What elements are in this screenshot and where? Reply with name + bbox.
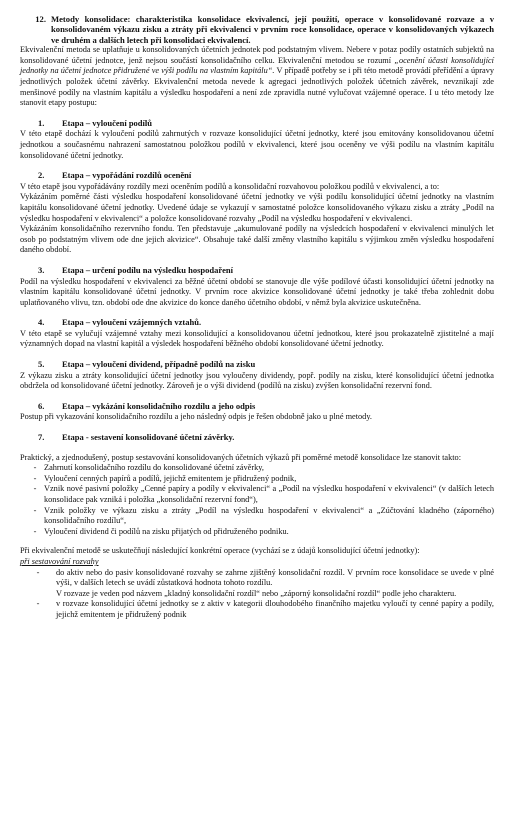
intro-text-rest: V případě potřeby se i při této metodě provádí přeřídění a úpravy jednotlivých položek účetní závěrky. Ekvivalenční metoda nevede k agregaci jednotlivých položek účetních závěrek, nevznikají zde menšinové podíly na vlastním kapitálu a výsledku hospodaření a není zde zpravidla nutné vylučovat vzájemné operace. I u této metody lze stanovit etapy postupu: <box>20 66 494 108</box>
section-text-6: Postup při vykazování konsolidačního rozdílu a jeho následný odpis je řešen obdobně jako u plné metody. <box>20 412 373 422</box>
section-heading-6: 6. Etapa – vykázání konsolidačního rozdílu a jeho odpis <box>38 400 256 411</box>
section-text-5: Z výkazu zisku a ztráty konsolidující účetní jednotky jsou vyloučeny dividendy, popř. podíly na zisku, které konsolidující účetní jednotka obdržela od konsolidované účetní jednotky. Zároveň je o výši dividend (podílů na zisku) zvýšen konsolidační rezervní fond. <box>20 370 494 391</box>
list-item: - Zahrnutí konsolidačního rozdílu do konsolidované účetní závěrky, <box>33 463 264 473</box>
section-heading-7: 7. Etapa - sestavení konsolidované účetní závěrky. <box>38 432 235 443</box>
list-item: - Vyloučení dividend či podílů na zisku přijatých od přidruženého podniku. <box>33 526 289 536</box>
section-heading-2: 2. Etapa – vypořádání rozdílů ocenění <box>38 170 192 181</box>
section-heading-5: 5. Etapa – vyloučení dividend, případně podílů na zisku <box>38 359 256 370</box>
section-text-2: V této etapě jsou vypořádávány rozdíly mezi oceněním podílů a konsolidační rozvahovou položkou podílů v ekvivalenci, a to: Vykázáním poměrné části výsledku hospodaření konsolidované účetní jednotky ve výši podílu konsolidující účetní jednotky na vlastním kapitálu konsolidované účetní jednotky. Uvedené údaje se vykazují v samostatné položce konsolidovaného výkazu zisku a ztráty „Podíl na výsledku hospodaření v ekvivalenci“ a položce konsolidované rozvahy „Podíl na výsledku hospodaření v ekvivalenci. Vykázáním konsolidačního rezervního fondu. Ten představuje „akumulované podíly na výsledcích hospodaření v ekvivalenci minulých let osob po podstatným vlivem ode dne jejich akvizice“. Obsahuje také další změny vlastního kapitálu s výjimkou změn výsledku hospodaření daného období. <box>20 181 494 255</box>
list-item: - do aktiv nebo do pasiv konsolidované rozvahy se zahrne zjištěný konsolidační rozdíl. V prvním roce konsolidace se uvede v plné výši, v dalších letech se uvádí zůstatková hodnota tohoto rozdílu. V rozvaze je veden pod názvem „kladný konsolidační rozdíl“ nebo „záporný konsolidační rozdíl“ podle jeho charakteru. <box>36 567 494 598</box>
section-text-1: V této etapě dochází k vyloučení podílů zahrnutých v rozvaze konsolidující účetní jednotky, které jsou emitovány konsolidovanou účetní jednotkou a současnému nahrazení samostatnou položkou podílů v ekvivalenci, které jsou oceněny ve výši podílu na vlastním kapitálu konsolidované účetní jednotky. <box>20 129 494 160</box>
operations-list <box>20 568 494 621</box>
intro-italic-quote: „ocenění účasti konsolidující jednotky na účetní jednotce přidružené ve výši podílu na vlastním kapitálu“. <box>20 55 494 76</box>
intro-paragraph <box>20 45 494 109</box>
list-item: - Vznik položky ve výkazu zisku a ztráty „Podíl na výsledku hospodaření v ekvivalenci“ a „Zúčtování kladného (záporného) konsolidačního rozdílu“, <box>33 505 494 526</box>
section-heading-3: 3. Etapa – určení podílu na výsledku hospodaření <box>38 264 233 275</box>
document-page <box>20 14 494 621</box>
operations-intro: Při ekvivalenční metodě se uskutečňují následující konkrétní operace (vychází se z údajů konsolidující účetní jednotky): <box>20 546 420 556</box>
chapter-title: Metody konsolidace: charakteristika konsolidace ekvivalencí, její použití, operace v konsolidované rozvaze a v konsolidovaném výkazu zisku a ztráty při ekvivalenci v prvním roce konsolidace, operace v konsolidovaných výkazech ve druhém a dalších letech při konsolidaci ekvivalencí. <box>51 14 494 45</box>
list-item: - v rozvaze konsolidující účetní jednotky se z aktiv v kategorii dlouhodobého finančního majetku vyloučí ty cenné papíry a podíly, jejichž emitentem je přidružený podnik <box>36 599 494 619</box>
section-text-3: Podíl na výsledku hospodaření v ekvivalenci za běžné účetní období se stanovuje dle výše podílové účasti konsolidující účetní jednotky na vlastním kapitálu konsolidované účetní jednotky. V prvním roce akvizice konsolidované účetní jednotky je také třeba zohlednit dobu uplatňovaného vlivu, tzn. období ode dne akvizice do konce daného účetního období, v němž byla akvizice uskutečněna. <box>20 276 494 307</box>
chapter-heading <box>20 14 494 45</box>
list-item: - Vznik nové pasivní položky „Cenné papíry a podíly v ekvivalenci“ a „Podíl na výsledku hospodaření v ekvivalenci“ (v dalších letech konsolidace pak vzniká i položka „konsolidační rezervní fond“), <box>33 484 494 504</box>
operations-subheading: při sestavování rozvahy <box>20 556 99 566</box>
section-heading-1: 1. Etapa – vyloučení podílů <box>38 117 152 128</box>
practical-intro: Praktický, a zjednodušený, postup sestavování konsolidovaných účetních výkazů při poměrné metodě konsolidace lze stanovit takto: <box>20 452 462 462</box>
intro-text: Ekvivalenční metoda se uplatňuje u konsolidovaných účetních jednotek pod podstatným vlivem. Nebere v potaz podíly ostatních subjektů na konsolidované účetní jednotce, jenž nejsou součástí konsolidačního celku. Ekvivalenční metodou se rozumí <box>20 45 494 65</box>
practical-list <box>20 463 494 537</box>
section-heading-4: 4. Etapa – vyloučení vzájemných vztahů. <box>38 317 202 328</box>
chapter-number: 12. <box>35 14 46 24</box>
list-item: - Vyloučení cenných papírů a podílů, jejichž emitentem je přidružený podnik, <box>33 473 297 483</box>
section-text-4: V této etapě se vylučují vzájemné vztahy mezi konsolidující a konsolidovanou účetní jednotkou, které jsou prokazatelně zjistitelné a mají významných dopad na vlastní kapitál a výsledek hospodaření běžného období konsolidované účetní jednotky. <box>20 328 494 349</box>
